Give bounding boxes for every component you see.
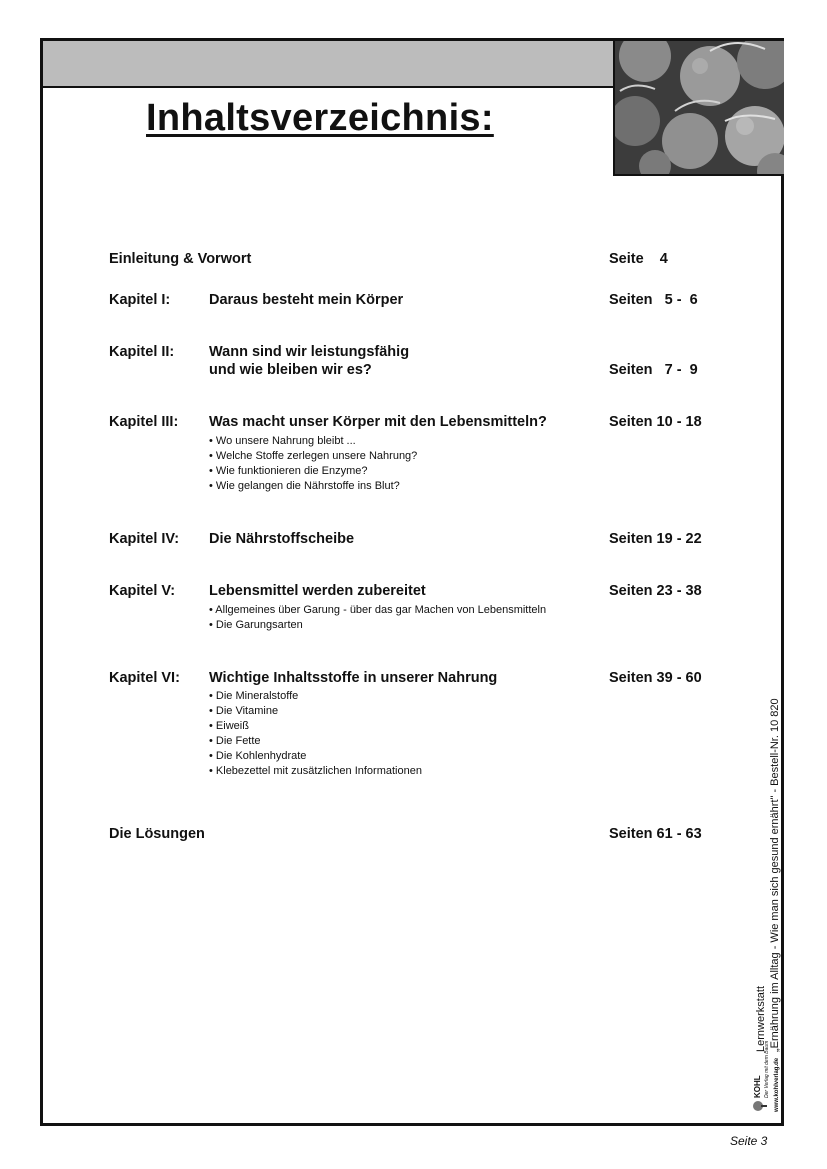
toc-subitems-kapitel-6 (209, 689, 422, 779)
publisher-url: www.kohlverlag.de (774, 1057, 780, 1112)
toc-pages: Seiten 23 - 38 (609, 583, 702, 599)
list-item: • Wie gelangen die Nährstoffe ins Blut? (209, 480, 400, 492)
toc-pages: Seiten 5 - 6 (609, 292, 698, 308)
toc-pages: Seiten 39 - 60 (609, 670, 702, 686)
toc-title: Was macht unser Körper mit den Lebensmitteln? (209, 414, 547, 430)
radish-image (615, 41, 784, 174)
list-item: • Die Fette (209, 735, 261, 747)
sidebar-line-2: „Ernährung im Alltag - Wie man sich gesund ernährt" - Bestell-Nr. 10 820 (769, 698, 781, 1052)
logo-tagline: Der Verlag mit dem Baum (764, 1040, 770, 1098)
toc-subitems-kapitel-3 (209, 434, 417, 494)
toc-title: Daraus besteht mein Körper (209, 292, 404, 308)
toc-label: Kapitel IV: (109, 531, 180, 547)
toc-title-line2: und wie bleiben wir es? (209, 362, 372, 378)
toc-label: Kapitel V: (109, 583, 176, 599)
logo-brand: KOHL (753, 1075, 762, 1098)
list-item: • Die Mineralstoffe (209, 690, 299, 702)
list-item: • Wo unsere Nahrung bleibt ... (209, 435, 356, 447)
list-item: • Wie funktionieren die Enzyme? (209, 465, 368, 477)
list-item: • Allgemeines über Garung - über das gar Machen von Lebensmitteln (209, 604, 547, 616)
toc-pages: Seiten 19 - 22 (609, 531, 702, 547)
toc-label: Kapitel VI: (109, 670, 180, 686)
list-item: • Klebezettel mit zusätzlichen Informationen (209, 765, 422, 777)
toc-label: Kapitel I: (109, 292, 171, 308)
tree-icon (753, 1100, 767, 1112)
list-item: • Die Garungsarten (209, 619, 303, 631)
page-number: Seite 3 (730, 1134, 768, 1148)
list-item: • Eiweiß (209, 720, 249, 732)
toc-pages: Seiten 7 - 9 (609, 362, 698, 378)
toc-label: Die Lösungen (109, 826, 205, 842)
toc-pages: Seiten 61 - 63 (609, 826, 702, 842)
publisher-sidebar (753, 672, 793, 1112)
toc-pages: Seite 4 (609, 251, 668, 267)
toc-label: Einleitung & Vorwort (109, 251, 252, 267)
page-title: Inhaltsverzeichnis: (146, 97, 494, 139)
toc-label: Kapitel II: (109, 344, 175, 360)
header-bar (43, 41, 613, 88)
toc-label: Kapitel III: (109, 414, 179, 430)
toc-title: Wann sind wir leistungsfähig (209, 344, 410, 360)
list-item: • Die Vitamine (209, 705, 279, 717)
list-item: • Welche Stoffe zerlegen unsere Nahrung? (209, 450, 418, 462)
toc-title: Wichtige Inhaltsstoffe in unserer Nahrung (209, 670, 498, 686)
toc-title: Lebensmittel werden zubereitet (209, 583, 426, 599)
radish-photo (613, 41, 784, 176)
toc-pages: Seiten 10 - 18 (609, 414, 702, 430)
sidebar-line-1: Lernwerkstatt (755, 985, 767, 1052)
toc-subitems-kapitel-5 (209, 603, 546, 633)
list-item: • Die Kohlenhydrate (209, 750, 307, 762)
publisher-logo (753, 1040, 781, 1112)
toc-title: Die Nährstoffscheibe (209, 531, 355, 547)
